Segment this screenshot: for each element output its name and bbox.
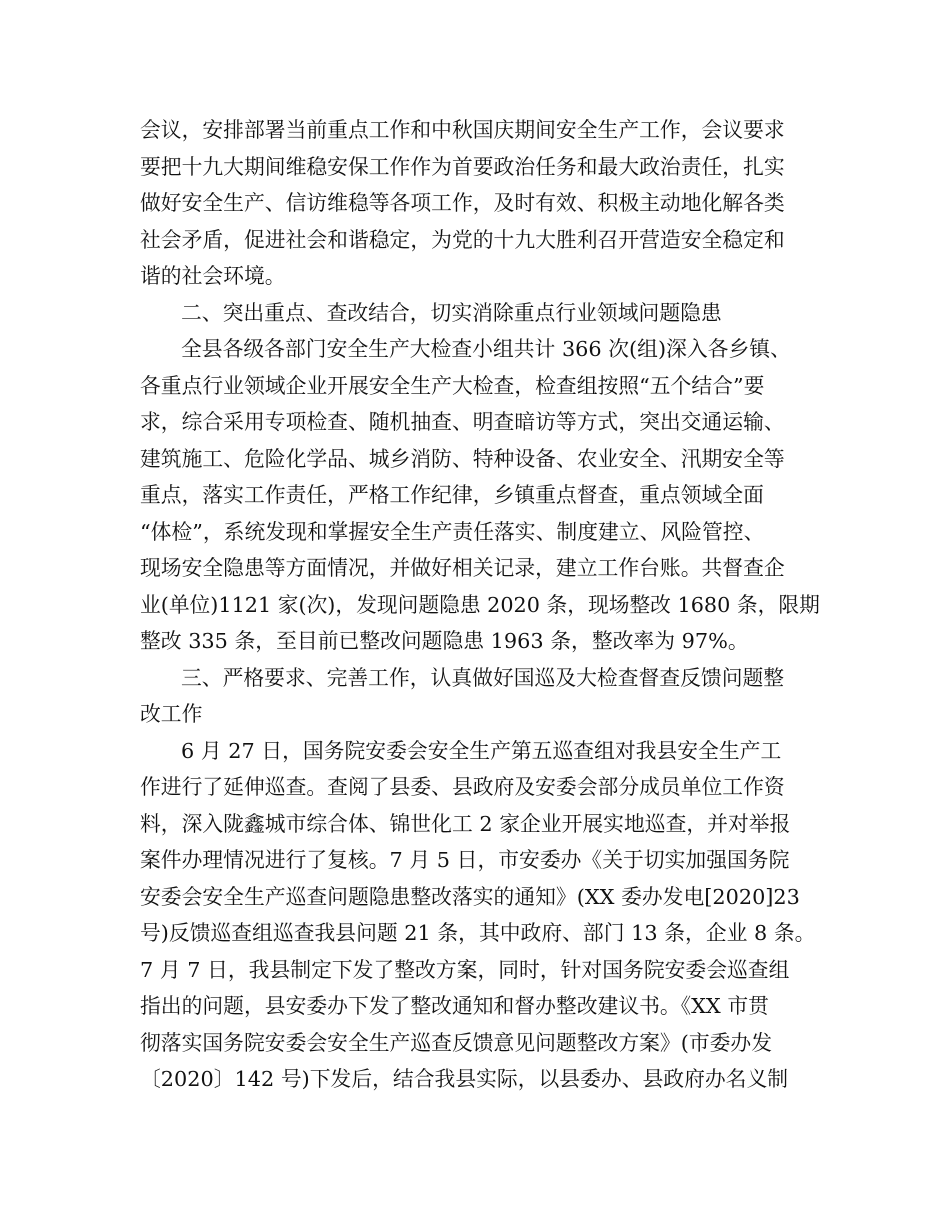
- text-line: 整改 335 条，至目前已整改问题隐患 1963 条，整改率为 97%。: [140, 629, 749, 653]
- text-line: 各重点行业领域企业开展安全生产大检查，检查组按照“五个结合”要: [140, 373, 765, 398]
- text-line: 二、突出重点、查改结合，切实消除重点行业领域问题隐患: [181, 300, 722, 325]
- text-line: 安委会安全生产巡查问题隐患整改落实的通知》(XX 委办发电[2020]23: [140, 884, 800, 909]
- text-line: 作进行了延伸巡查。查阅了县委、县政府及安委会部分成员单位工作资: [140, 775, 785, 799]
- text-line: 要把十九大期间维稳安保工作作为首要政治任务和最大政治责任，扎实: [140, 154, 785, 179]
- text-line: “体检”，系统发现和掌握安全生产责任落实、制度建立、风险管控、: [140, 519, 765, 544]
- text-line: 6 月 27 日，国务院安委会安全生产第五巡查组对我县安全生产工: [181, 738, 782, 763]
- text-line: 案件办理情况进行了复核。7 月 5 日，市安委办《关于切实加强国务院: [140, 848, 790, 872]
- text-line: 指出的问题，县安委办下发了整改通知和督办整改建议书。《XX 市贯: [140, 994, 769, 1018]
- text-line: 〔2020〕142 号)下发后，结合我县实际，以县委办、县政府办名义制: [140, 1067, 789, 1091]
- text-line: 料，深入陇鑫城市综合体、锦世化工 2 家企业开展实地巡查，并对举报: [140, 811, 791, 836]
- text-line: 改工作: [140, 702, 203, 726]
- text-line: 会议，安排部署当前重点工作和中秋国庆期间安全生产工作，会议要求: [140, 118, 785, 142]
- text-line: 求，综合采用专项检查、随机抽查、明查暗访等方式，突出交通运输、: [140, 410, 785, 434]
- text-line: 全县各级各部门安全生产大检查小组共计 366 次(组)深入各乡镇、: [181, 337, 791, 361]
- text-line: 三、严格要求、完善工作，认真做好国巡及大检查督查反馈问题整: [181, 665, 785, 690]
- document-page: [140, 112, 820, 1098]
- text-line: 做好安全生产、信访维稳等各项工作，及时有效、积极主动地化解各类: [140, 191, 785, 215]
- text-line: 建筑施工、危险化学品、城乡消防、特种设备、农业安全、汛期安全等: [140, 446, 785, 471]
- text-line: 号)反馈巡查组巡查我县问题 21 条，其中政府、部门 13 条，企业 8 条。: [140, 921, 816, 945]
- text-line: 7 月 7 日，我县制定下发了整改方案，同时，针对国务院安委会巡查组: [140, 957, 790, 982]
- text-line: 社会矛盾，促进社会和谐稳定，为党的十九大胜利召开营造安全稳定和: [140, 227, 785, 252]
- text-line: 业(单位)1121 家(次)，发现问题隐患 2020 条，现场整改 1680 条，限期: [140, 592, 820, 617]
- text-line: 重点，落实工作责任，严格工作纪律，乡镇重点督查，重点领域全面: [140, 483, 764, 507]
- text-line: 谐的社会环境。: [140, 264, 286, 288]
- text-line: 彻落实国务院安委会安全生产巡查反馈意见问题整改方案》(市委办发: [140, 1030, 773, 1055]
- text-line: 现场安全隐患等方面情况，并做好相关记录，建立工作台账。共督查企: [140, 556, 785, 580]
